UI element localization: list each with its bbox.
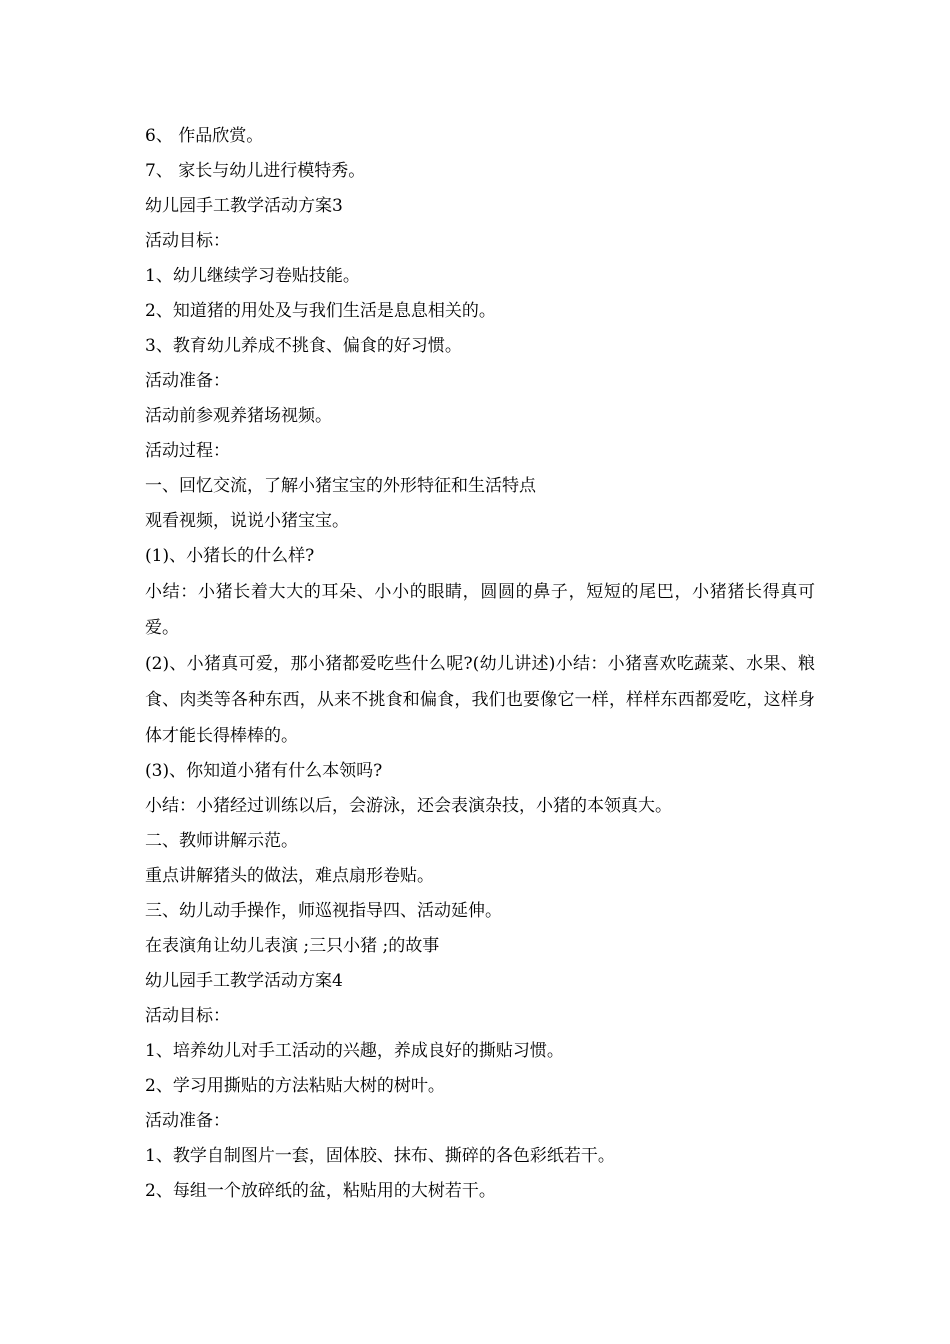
process-text-2: 重点讲解猪头的做法，难点扇形卷贴。: [145, 866, 434, 886]
prep-item-4-2: 2、每组一个放碎纸的盆，粘贴用的大树若干。: [145, 1181, 496, 1201]
list-item-7: 7、 家长与幼儿进行模特秀。: [145, 161, 366, 181]
process-step-2: 二、教师讲解示范。: [145, 831, 298, 851]
extension-text: 在表演角让幼儿表演 ;三只小猪 ;的故事: [145, 936, 440, 956]
summary-paragraph-2: (2)、小猪真可爱，那小猪都爱吃些什么呢?(幼儿讲述)小结：小猪喜欢吃蔬菜、水果、粮食、肉类等各种东西，从来不挑食和偏食，我们也要像它一样，样样东西都爱吃，这样身体才能长得棒棒的。: [145, 654, 815, 746]
section-title-3: 幼儿园手工教学活动方案3: [145, 196, 343, 216]
document-body: [145, 119, 815, 1209]
goal-item-3: 3、教育幼儿养成不挑食、偏食的好习惯。: [145, 336, 462, 356]
prep-item: 活动前参观养猪场视频。: [145, 406, 332, 426]
goal-item-1: 1、幼儿继续学习卷贴技能。: [145, 266, 360, 286]
prep-item-4-1: 1、教学自制图片一套，固体胶、抹布、撕碎的各色彩纸若干。: [145, 1146, 615, 1166]
list-item-6: 6、 作品欣赏。: [145, 126, 264, 146]
heading-activity-process: 活动过程：: [145, 441, 230, 461]
goal-item-2: 2、知道猪的用处及与我们生活是息息相关的。: [145, 301, 496, 321]
heading-activity-prep-4: 活动准备：: [145, 1111, 230, 1131]
question-3: (3)、你知道小猪有什么本领吗?: [145, 761, 383, 781]
process-step-1: 一、回忆交流，了解小猪宝宝的外形特征和生活特点: [145, 476, 536, 496]
summary-paragraph-1: 小结：小猪长着大大的耳朵、小小的眼睛，圆圆的鼻子，短短的尾巴，小猪猪长得真可爱。: [145, 582, 815, 638]
heading-activity-goals: 活动目标：: [145, 231, 230, 251]
section-title-4: 幼儿园手工教学活动方案4: [145, 971, 343, 991]
heading-activity-prep: 活动准备：: [145, 371, 230, 391]
summary-3: 小结：小猪经过训练以后，会游泳，还会表演杂技，小猪的本领真大。: [145, 796, 672, 816]
goal-item-4-1: 1、培养幼儿对手工活动的兴趣，养成良好的撕贴习惯。: [145, 1041, 564, 1061]
process-step-3: 三、幼儿动手操作，师巡视指导四、活动延伸。: [145, 901, 502, 921]
heading-activity-goals-4: 活动目标：: [145, 1006, 230, 1026]
process-text: 观看视频，说说小猪宝宝。: [145, 511, 349, 531]
question-1: (1)、小猪长的什么样?: [145, 546, 315, 566]
goal-item-4-2: 2、学习用撕贴的方法粘贴大树的树叶。: [145, 1076, 445, 1096]
